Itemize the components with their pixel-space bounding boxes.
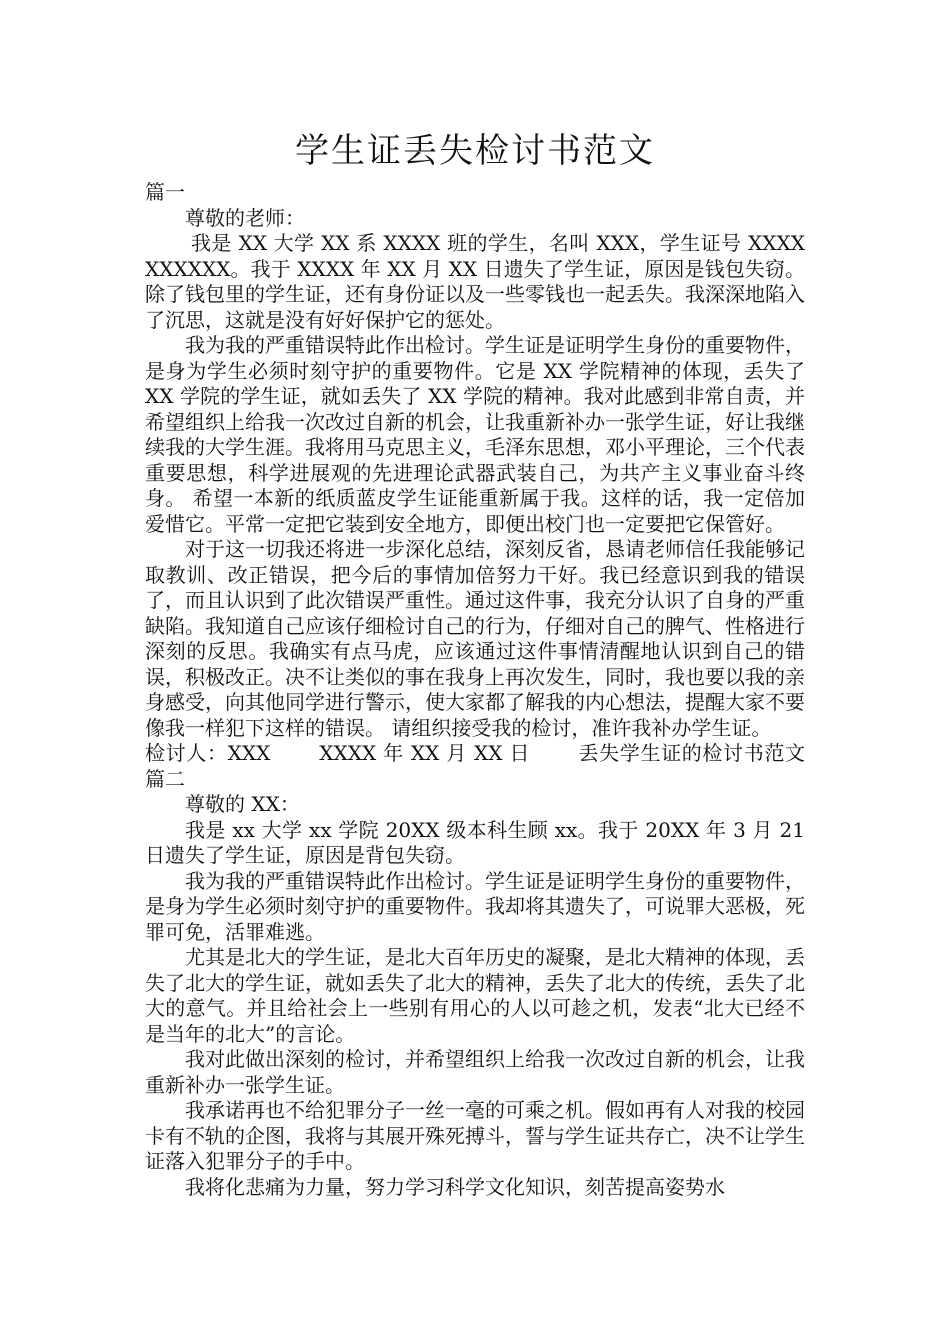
paragraph-1-3: 对于这一切我还将进一步深化总结，深刻反省，恳请老师信任我能够记取教训、改正错误，把今后的事情加倍努力干好。我已经意识到我的错误了，而且认识到了此次错误严重性。通过这件事，我充分认识了自身的严重缺陷。我知道自己应该仔细检讨自己的行为，仔细对自己的脾气、性格进行深刻的反思。我确实有点马虎，应该通过这件事情清醒地认识到自己的错误，积极改正。决不让类似的事在我身上再次发生，同时，我也要以我的亲身感受，向其他同学进行警示，使大家都了解我的内心想法，提醒大家不要像我一样犯下这样的错误。 请组织接受我的检讨，准许我补办学生证。 <box>145 537 805 740</box>
paragraph-2-1: 我是 xx 大学 xx 学院 20XX 级本科生顾 xx。我于 20XX 年 3 月 21 日遗失了学生证，原因是背包失窃。 <box>145 817 805 867</box>
greeting-1: 尊敬的老师： <box>185 205 305 230</box>
paragraph-2-4: 我对此做出深刻的检讨，并希望组织上给我一次改过自新的机会，让我重新补办一张学生证。 <box>145 1047 805 1097</box>
document-page <box>145 128 805 1200</box>
paragraph-1-1: 我是 XX 大学 XX 系 XXXX 班的学生，名叫 XXX，学生证号 XXXXXXXXXX。我于 XXXX 年 XX 月 XX 日遗失了学生证，原因是钱包失窃。除了钱包里的学生证，还有身份证以及一些零钱也一起丢失。我深深地陷入了沉思，这就是没有好好保护它的惩处。 <box>145 231 805 332</box>
signature-line: 检讨人：XXX XXXX 年 XX 月 XX 日 丢失学生证的检讨书范文篇二 <box>145 741 805 791</box>
paragraph-2-3: 尤其是北大的学生证，是北大百年历史的凝聚，是北大精神的体现，丢失了北大的学生证，就如丢失了北大的精神，丢失了北大的传统，丢失了北大的意气。并且给社会上一些别有用心的人以可趁之机，发表“北大已经不是当年的北大”的言论。 <box>145 945 805 1046</box>
section-heading-1: 篇一 <box>145 180 185 204</box>
paragraph-2-6: 我将化悲痛为力量，努力学习科学文化知识，刻苦提高姿势水 <box>185 1174 725 1199</box>
paragraph-1-2: 我为我的严重错误特此作出检讨。学生证是证明学生身份的重要物件，是身为学生必须时刻守护的重要物件。它是 XX 学院精神的体现，丢失了 XX 学院的学生证，就如丢失了 XX 学院的精神。我对此感到非常自责，并希望组织上给我一次改过自新的机会，让我重新补办一张学生证，好让我继续我的大学生涯。我将用马克思主义，毛泽东思想，邓小平理论，三个代表重要思想，科学进展观的先进理论武器武装自己，为共产主义事业奋斗终身。 希望一本新的纸质蓝皮学生证能重新属于我。这样的话，我一定倍加爱惜它。平常一定把它装到安全地方，即便出校门也一定要把它保管好。 <box>145 333 805 536</box>
paragraph-2-5: 我承诺再也不给犯罪分子一丝一毫的可乘之机。假如再有人对我的校园卡有不轨的企图，我将与其展开殊死搏斗，誓与学生证共存亡，决不让学生证落入犯罪分子的手中。 <box>145 1098 805 1173</box>
document-title: 学生证丢失检讨书范文 <box>295 131 655 171</box>
greeting-2: 尊敬的 XX： <box>185 792 300 816</box>
paragraph-2-2: 我为我的严重错误特此作出检讨。学生证是证明学生身份的重要物件，是身为学生必须时刻守护的重要物件。我却将其遗失了，可说罪大恶极，死罪可免，活罪难逃。 <box>145 868 805 944</box>
